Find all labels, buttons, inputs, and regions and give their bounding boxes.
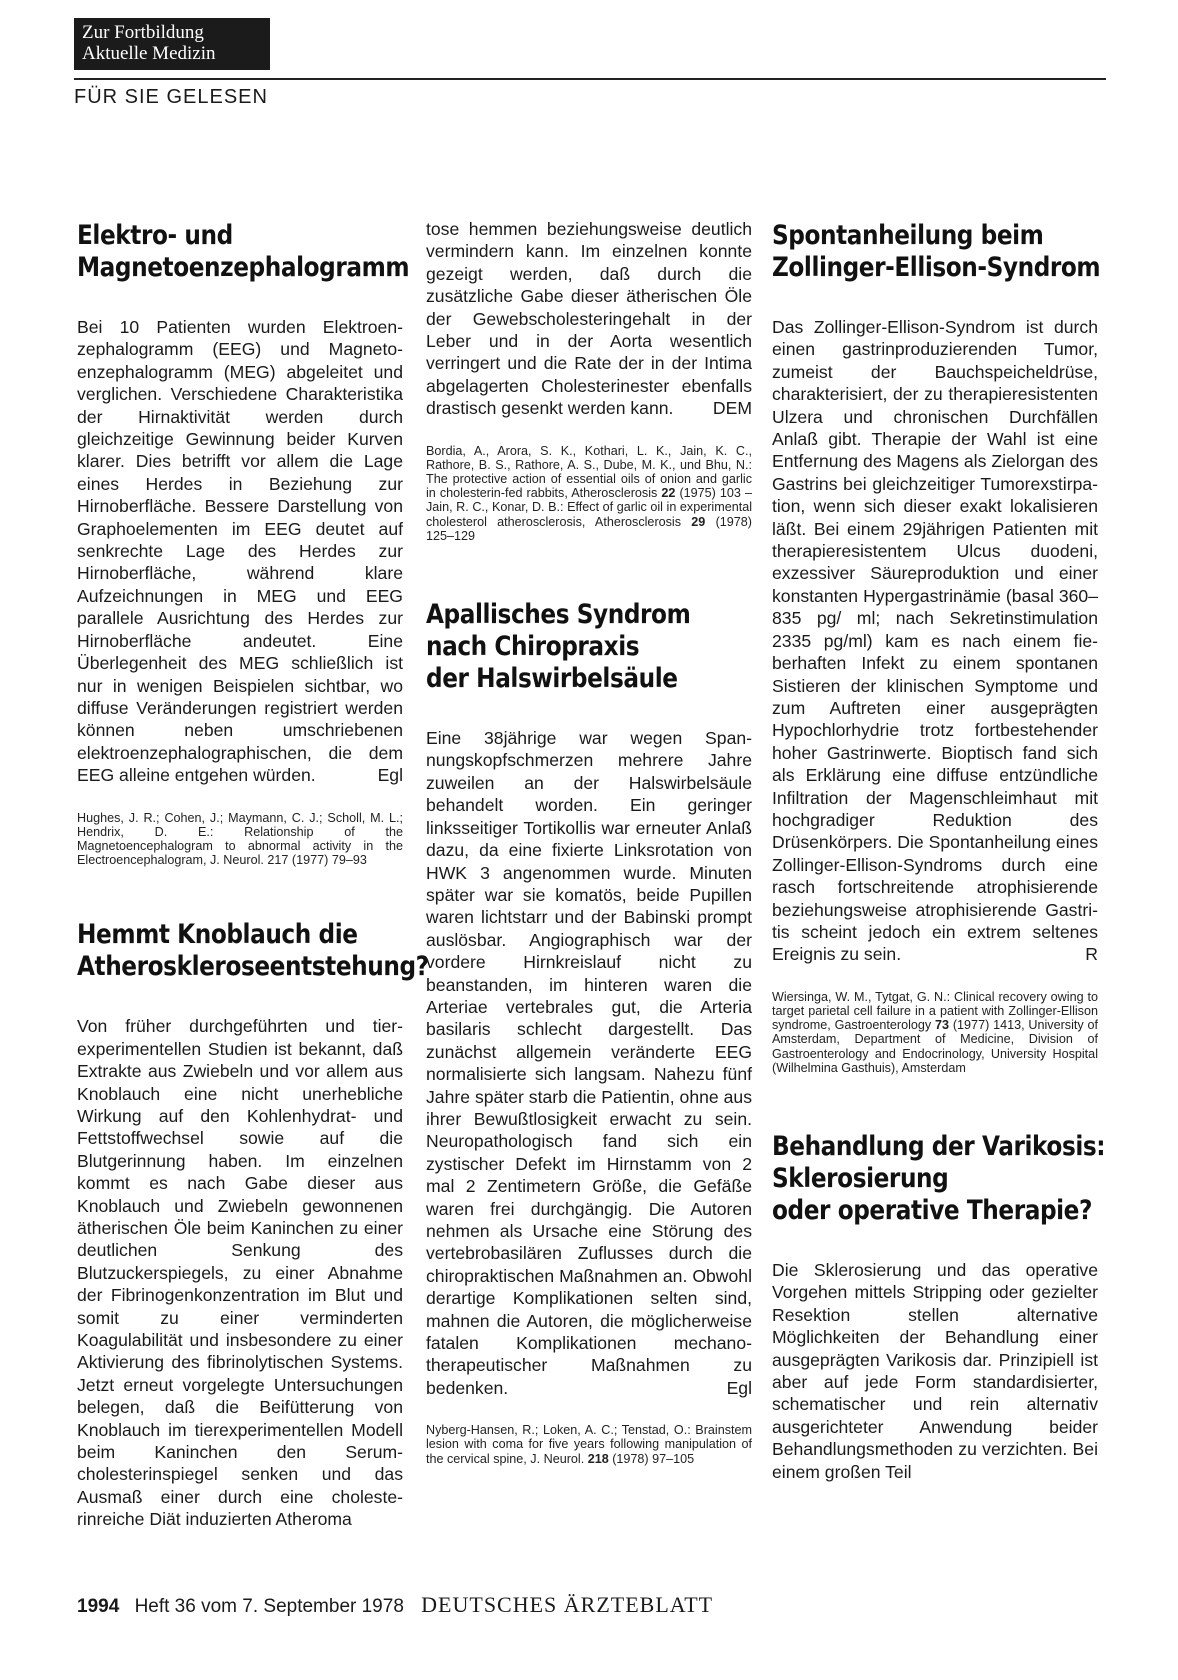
title-line: Apallisches Syndrom [426, 599, 691, 631]
section-label: FÜR SIE GELESEN [74, 86, 268, 108]
article-title [426, 599, 706, 695]
body-text: Eine 38jährige war wegen Spannungskopfschmerzen mehrere Jahre zuweilen an der Halswirbelsäule behandelt worden. Ein geringer linksseitiger Tortikollis war erneuter Anlaß dazu, da eine fixierte Linksrotation von HWK 3 angenommen wurde. Minuten später war sie komatös, beide Pupillen waren lichtstarr und der Babinski prompt auslösbar. Angiographisch war der vordere Hirnkreislauf nicht zu beanstanden, im hinteren waren die Arteriae vertebrales gut, die Arteria basilaris schlecht dargestellt. Das zunächst allgemein veränderte EEG normalisierte sich langsam. Nahezu fünf Jahre später starb die Patientin, ohne aus ihrer Bewußtlosigkeit erwacht zu sein. Neuropathologisch fand sich ein zystischer Defekt im Hirnstamm von 2 mal 2 Zentimetern Größe, die Gefäße waren frei durchgängig. Die Autoren nehmen als Ursache eine Störung des vertebrobasilären Zuflusses durch die chiropraktischen Maßnahmen an. Obwohl derartige Komplikationen selten sind, mahnen die Autoren, die möglicherweise fatalen Komplikationen mechano-therapeutischer Maßnahmen zu bedenken. [426, 728, 752, 1398]
body-text: tose hemmen beziehungsweise deutlich vermindern kann. Im einzelnen konnte gezeigt werden, daß durch die zusätzliche Gabe dieser ätherischen Öle der Gewebscholesteringehalt in der Leber und in der Aorta wesentlich verringert und die Rate der in der Intima abgelagerten Cholesterinester ebenfalls drastisch gesenkt werden kann. [426, 219, 752, 419]
rubric-line-2: Aktuelle Medizin [82, 43, 216, 64]
article-title [772, 220, 1101, 284]
column-3 [772, 220, 1106, 1527]
article-title [77, 220, 410, 284]
header-rule [74, 78, 1106, 80]
title-line: nach Chiropraxis [426, 631, 640, 663]
page-footer [77, 1592, 713, 1618]
author-signature: Egl [377, 765, 403, 786]
article-apallic [426, 599, 752, 1466]
rubric-line-1: Zur Fortbildung [82, 22, 204, 43]
title-line: Spontanheilung beim [772, 220, 1044, 251]
title-line: Elektro- und [77, 220, 233, 251]
title-line: Zollinger-Ellison-Syndrom [772, 252, 1101, 283]
article-garlic-continued [426, 218, 752, 543]
body-text: Bei 10 Patienten wurden Elektroenzephalogramm (EEG) und Magnetoenzephalogramm (MEG) abgeleitet und verglichen. Verschiedene Charakteristika der Hirnaktivität werden durch gleichzeitige Gewinnung beider Kurven klarer. Dies betrifft vor allem die Lage eines Herdes in Beziehung zur Hirnoberfläche. Bessere Darstellung von Graphoelementen im EEG deutet auf senkrechte Lage des Herdes zur Hirnoberfläche, während klare Aufzeichnungen in MEG und EEG parallele Ausrichtung des Herdes zur Hirnoberfläche andeutet. Eine Überlegenheit des MEG schließlich ist nur in wenigen Beispielen sichtbar, wo diffuse Veränderungen registriert werden können neben umschriebenen elektroenzephalographischen, die dem EEG alleine entgehen würden. [77, 317, 403, 786]
column-2 [426, 218, 752, 1510]
title-line: Atheroskleroseentstehung? [77, 951, 429, 983]
title-line: Behandlung der Varikosis: [772, 1131, 1106, 1162]
article-title [77, 919, 429, 983]
page-number: 1994 [77, 1596, 120, 1617]
article-varicosis [772, 1131, 1106, 1483]
title-line: der Halswirbelsäule [426, 663, 678, 695]
author-signature: DEM [712, 398, 752, 419]
reference: Wiersinga, W. M., Tytgat, G. N.: Clinical recovery owing to target parietal cell failure in a patient with Zollinger-Ellison syndrome, Gastroenterology 73 (1977) 1413, University of Amsterdam, Department of Medicine, Division of Gastroenterology and Endocrinology, University Hospital (Wilhelmina Gasthuis), Amsterdam [772, 989, 1098, 1075]
article-body: Die Sklerosierung und das operative Vorgehen mittels Stripping oder gezielter Resektion stellen alternative Möglichkeiten der Behandlung einer ausgeprägten Varikosis dar. Prinzipiell ist aber auf jede Form standardisierter, schematischer und rein alternativ ausgerichteter Anwendung beider Behandlungsmethoden zu verzichten. Bei einem großen Teil [772, 1260, 1098, 1482]
article-zollinger [772, 220, 1101, 1075]
reference: Hughes, J. R.; Cohen, J.; Maymann, C. J.; Scholl, M. L.; Hendrix, D. E.: Relationship of the Magnetoencephalogram to abnormal activity in the Electroencephalogram, J. Neurol. 217 (1977) 79–93 [77, 810, 403, 868]
issue-date: Heft 36 vom 7. September 1978 [134, 1596, 404, 1617]
rubric-box [74, 18, 270, 70]
title-line: Sklerosierung [772, 1163, 949, 1194]
article-body [77, 316, 403, 787]
article-body: Von früher durchgeführten und tierexperimentellen Studien ist bekannt, daß Extrakte aus Zwiebeln und vor allem aus Knoblauch eine nicht unerhebliche Wirkung auf den Kohlenhydrat- und Fettstoffwechsel sowie auf die Blutgerinnung haben. Im einzelnen kommt es nach Gabe dieser aus Knoblauch und Zwiebeln gewonnenen ätherischen Öle beim Kaninchen zu einer deutlichen Senkung des Blutzuckerspiegels, zu einer Abnahme der Fibrinogenkonzentration im Blut und somit zu einer verminderten Koagulabilität und insbesondere zu einer Aktivierung des fibrinolytischen Systems. Jetzt erneut vorgelegte Untersuchungen belegen, daß die Beifütterung von Knoblauch im tierexperimentellen Modell beim Kaninchen den Serumcholesterinspiegel senken und das Ausmaß einer durch eine cholesterinreiche Diät induzierten Atheroma [77, 1016, 403, 1530]
author-signature: Egl [726, 1377, 752, 1398]
article-body [426, 218, 752, 420]
body-text: Das Zollinger-Ellison-Syndrom ist durch einen gastrinproduzierenden Tumor, zumeist der Bauchspeicheldrüse, charakterisiert, der zu therapieresistenten Ulzera und chronischen Durchfällen Anlaß gibt. Therapie der Wahl ist eine Entfernung des Magens als Zielorgan des Gastrins bei gleichzeitiger Tumorexstirpation, wenn sich dieser exakt lokalisieren läßt. Bei einem 29jährigen Patienten mit therapieresistentem Ulcus duodeni, exzessiver Säureproduktion und einer konstanten Hypergastrinämie (basal 360–835 pg/ ml; nach Sekretinstimulation 2335 pg/ml) kam es nach einem fieberhaften Infekt zu einem spontanen Sistieren der klinischen Symptome und zum Auftreten einer ausgeprägten Hypochlorhydrie trotz fortbestehender hoher Gastrinwerte. Bioptisch fand sich als Erklärung eine diffuse entzündliche Infiltration der Magenschleimhaut mit hochgradiger Reduktion des Drüsenkörpers. Die Spontanheilung eines Zollinger-Ellison-Syndroms durch eine rasch fortschreitende atrophisierende beziehungsweise atrophisierende Gastritis scheint jedoch ein extrem seltenes Ereignis zu sein. [772, 317, 1098, 965]
title-line: Hemmt Knoblauch die [77, 919, 358, 951]
author-signature: R [1085, 944, 1098, 965]
article-body [772, 316, 1098, 966]
article-body [426, 727, 752, 1399]
journal-name: DEUTSCHES ÄRZTEBLATT [421, 1592, 714, 1617]
article-eeg [77, 220, 410, 868]
title-line: oder operative Therapie? [772, 1195, 1093, 1226]
article-title [772, 1131, 1106, 1227]
reference: Nyberg-Hansen, R.; Loken, A. C.; Tenstad, O.: Brainstem lesion with coma for five years following manipulation of the cervical spine, J. Neurol. 218 (1978) 97–105 [426, 1423, 752, 1466]
column-1 [77, 220, 429, 1575]
title-line: Magnetoenzephalogramm [77, 252, 410, 283]
reference: Bordia, A., Arora, S. K., Kothari, L. K., Jain, K. C., Rathore, B. S., Rathore, A. S., Dube, M. K., und Bhu, N.: The protective action of essential oils of onion and garlic in cholesterin-fed rabbits, Atherosclerosis 22 (1975) 103 – Jain, R. C., Konar, D. B.: Effect of garlic oil in experimental cholesterol atherosclerosis, Atherosclerosis 29 (1978) 125–129 [426, 443, 752, 543]
article-garlic [77, 919, 429, 1530]
